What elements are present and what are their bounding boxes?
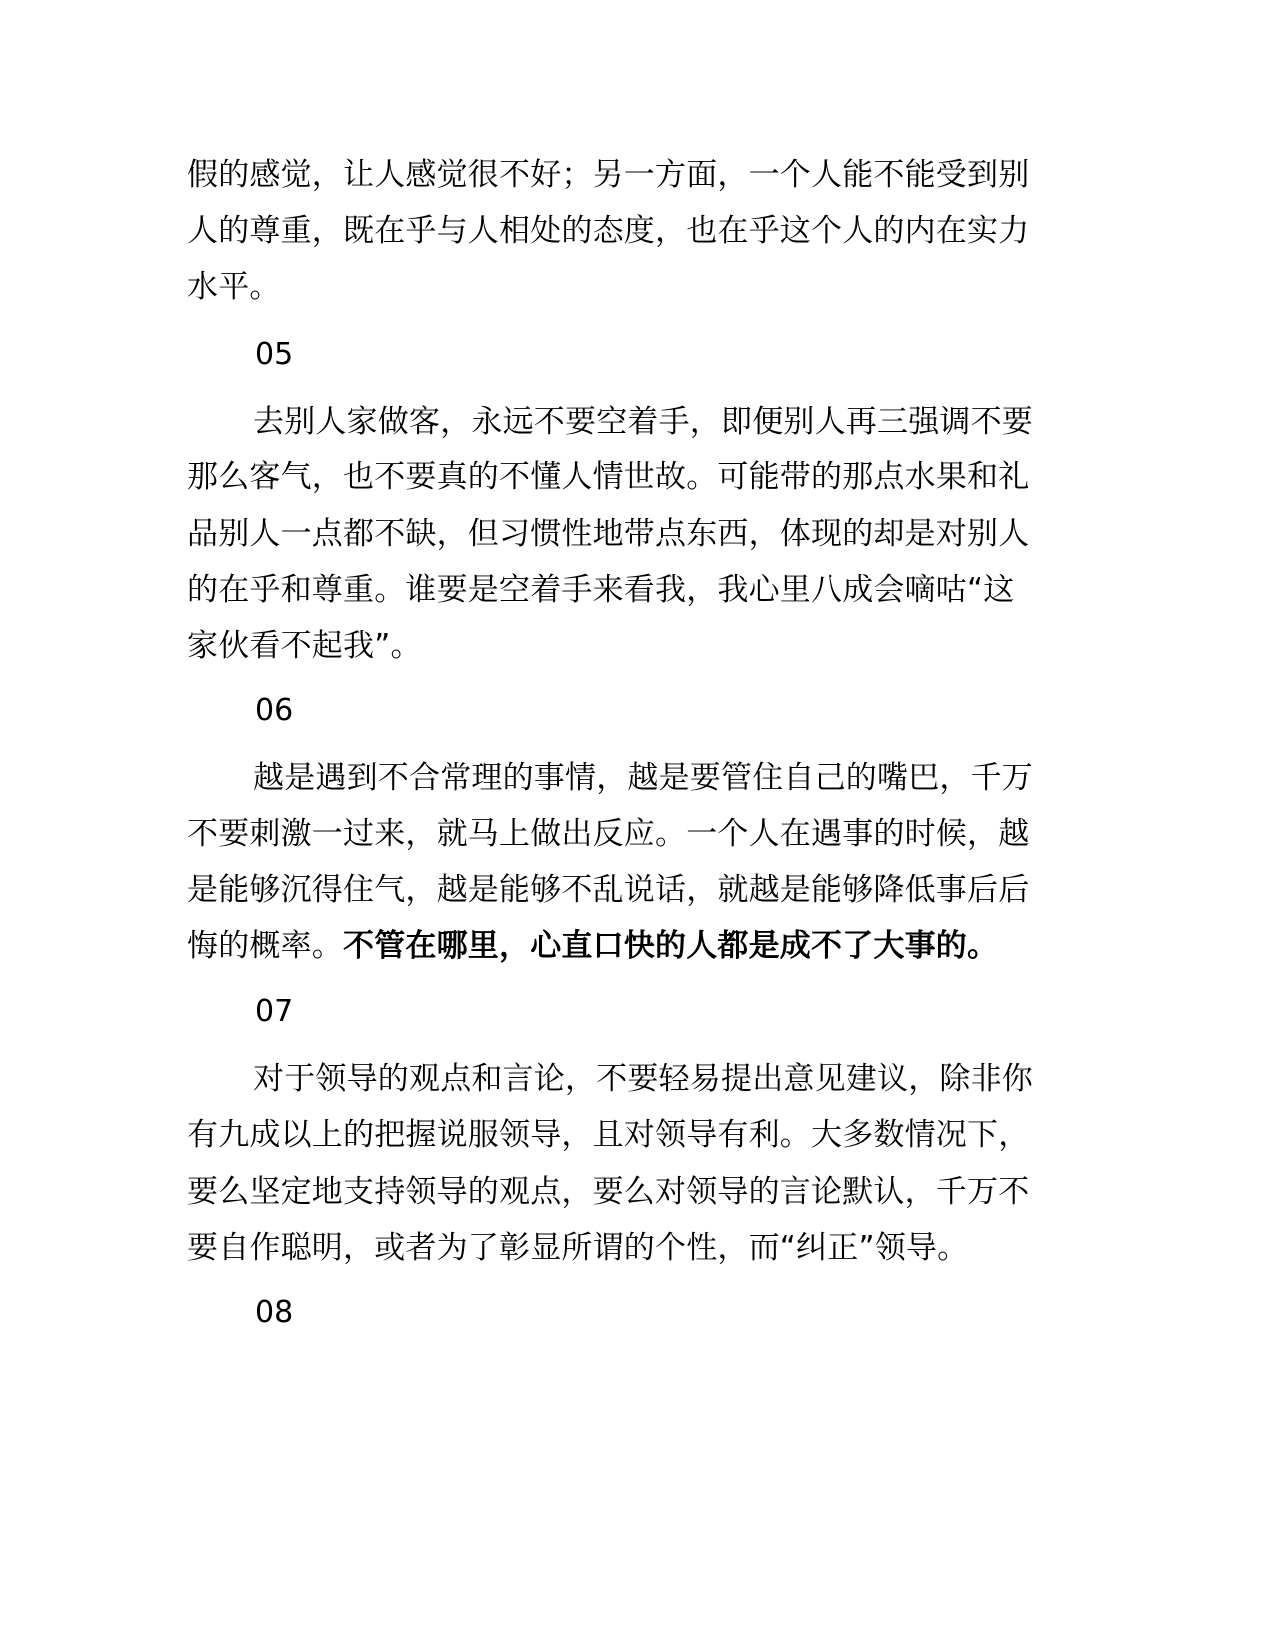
paragraph-line: 有九成以上的把握说服领导，且对领导有利。大多数情况下， bbox=[187, 1117, 1030, 1153]
paragraph-line: 是能够沉得住气，越是能够不乱说话，就越是能够降低事后后 bbox=[187, 872, 1030, 908]
paragraph-line: 水平。 bbox=[187, 269, 281, 305]
paragraph-line-mixed bbox=[187, 926, 998, 966]
paragraph-line: 要么坚定地支持领导的观点，要么对领导的言论默认，千万不 bbox=[187, 1174, 1030, 1210]
paragraph-line: 去别人家做客，永远不要空着手，即便别人再三强调不要 bbox=[253, 404, 1033, 440]
bold-text: 不管在哪里，心直口快的人都是成不了大事的。 bbox=[343, 928, 999, 964]
plain-text: 悔的概率。 bbox=[187, 928, 343, 964]
paragraph-line: 不要刺激一过来，就马上做出反应。一个人在遇事的时候，越 bbox=[187, 816, 1030, 852]
paragraph-line: 人的尊重，既在乎与人相处的态度，也在乎这个人的内在实力 bbox=[187, 213, 1030, 249]
section-number-05: 05 bbox=[255, 337, 294, 372]
paragraph-line: 品别人一点都不缺，但习惯性地带点东西，体现的却是对别人 bbox=[187, 516, 1030, 552]
section-number-07: 07 bbox=[255, 994, 294, 1029]
paragraph-line: 对于领导的观点和言论，不要轻易提出意见建议，除非你 bbox=[253, 1061, 1033, 1097]
section-number-08: 08 bbox=[255, 1295, 294, 1330]
paragraph-line: 那么客气，也不要真的不懂人情世故。可能带的那点水果和礼 bbox=[187, 459, 1030, 495]
paragraph-line: 越是遇到不合常理的事情，越是要管住自己的嘴巴，千万 bbox=[253, 760, 1033, 796]
section-number-06: 06 bbox=[255, 693, 294, 728]
paragraph-line: 的在乎和尊重。谁要是空着手来看我，我心里八成会嘀咕“这 bbox=[187, 572, 1015, 608]
paragraph-line: 假的感觉，让人感觉很不好；另一方面，一个人能不能受到别 bbox=[187, 157, 1030, 193]
paragraph-line: 家伙看不起我”。 bbox=[187, 628, 422, 664]
paragraph-line: 要自作聪明，或者为了彰显所谓的个性，而“纠正”领导。 bbox=[187, 1230, 969, 1266]
